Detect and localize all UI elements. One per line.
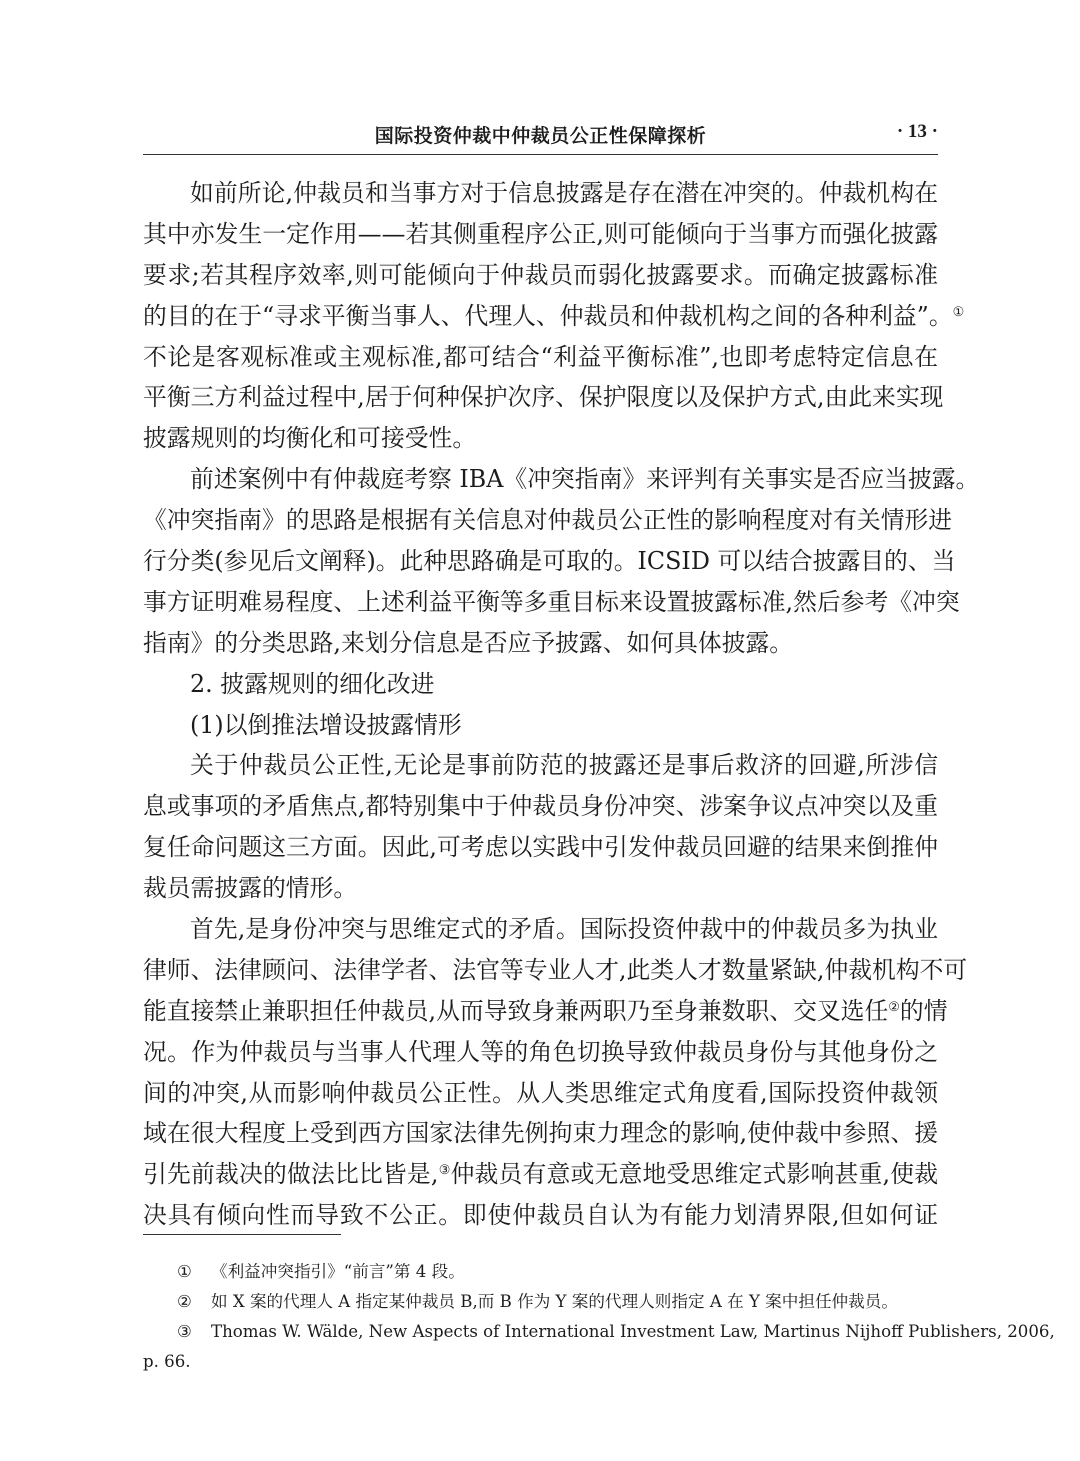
section-heading: 2. 披露规则的细化改进 [190, 669, 435, 698]
text-line: 事方证明难易程度、上述利益平衡等多重目标来设置披露标准,然后参考《冲突 [143, 587, 960, 616]
footnote-ref[interactable]: ① [952, 304, 965, 320]
footnote-mark: ① [177, 1262, 192, 1281]
footnote-text: 《利益冲突指引》“前言”第 4 段。 [211, 1262, 465, 1281]
text-line: 行分类(参见后文阐释)。此种思路确是可取的。ICSID 可以结合披露目的、当 [143, 547, 956, 576]
footnote-text: 如 X 案的代理人 A 指定某仲裁员 B,而 B 作为 Y 案的代理人则指定 A 在 Y 案中担任仲裁员。 [211, 1292, 898, 1311]
text-line: 要求;若其程序效率,则可能倾向于仲裁员而弱化披露要求。而确定披露标准 [143, 260, 938, 289]
body-text [143, 173, 980, 1236]
text-line: 关于仲裁员公正性,无论是事前防范的披露还是事后救济的回避,所涉信 [190, 751, 938, 780]
running-header [143, 118, 938, 155]
footnote [143, 1287, 938, 1317]
text-line: 息或事项的矛盾焦点,都特别集中于仲裁员身份冲突、涉案争议点冲突以及重 [143, 792, 938, 821]
footnote-mark: ③ [177, 1322, 192, 1341]
text-line: 指南》的分类思路,来划分信息是否应予披露、如何具体披露。 [143, 628, 794, 657]
subsection-heading: (1)以倒推法增设披露情形 [190, 710, 462, 739]
running-title: 国际投资仲裁中仲裁员公正性保障探析 [374, 125, 707, 147]
text-line: 披露规则的均衡化和可接受性。 [143, 424, 477, 453]
text-line: 能直接禁止兼职担任仲裁员,从而导致身兼两职乃至身兼数职、交叉选任②的情 [143, 996, 948, 1025]
text-line: 律师、法律顾问、法律学者、法官等专业人才,此类人才数量紧缺,仲裁机构不可 [143, 955, 968, 984]
footnote [143, 1317, 1055, 1347]
footnote-ref[interactable]: ② [888, 999, 900, 1015]
text-line: 的目的在于“寻求平衡当事人、代理人、仲裁员和仲裁机构之间的各种利益”。① [143, 301, 965, 330]
text-line: 首先,是身份冲突与思维定式的矛盾。国际投资仲裁中的仲裁员多为执业 [190, 915, 938, 944]
text-line: 《冲突指南》的思路是根据有关信息对仲裁员公正性的影响程度对有关情形进 [143, 506, 953, 535]
footnote-text: Thomas W. Wälde, New Aspects of International Investment Law, Martinus Nijhoff Publishers, 2006, [211, 1322, 1055, 1341]
text-line: 前述案例中有仲裁庭考察 IBA《冲突指南》来评判有关事实是否应当披露。 [190, 465, 980, 494]
footnotes [143, 1257, 1055, 1377]
text-line: 其中亦发生一定作用——若其侧重程序公正,则可能倾向于当事方而强化披露 [143, 219, 938, 248]
text-line: 间的冲突,从而影响仲裁员公正性。从人类思维定式角度看,国际投资仲裁领 [143, 1078, 938, 1107]
text-line: 况。作为仲裁员与当事人代理人等的角色切换导致仲裁员身份与其他身份之 [143, 1037, 938, 1066]
text-line: 不论是客观标准或主观标准,都可结合“利益平衡标准”,也即考虑特定信息在 [143, 342, 938, 371]
text-line: 平衡三方利益过程中,居于何种保护次序、保护限度以及保护方式,由此来实现 [143, 383, 944, 412]
footnote [143, 1257, 938, 1287]
footnote-ref[interactable]: ③ [438, 1163, 451, 1179]
text-line: 裁员需披露的情形。 [143, 874, 358, 903]
text-line: 复任命问题这三方面。因此,可考虑以实践中引发仲裁员回避的结果来倒推仲 [143, 833, 938, 862]
text-line: 如前所论,仲裁员和当事方对于信息披露是存在潜在冲突的。仲裁机构在 [190, 179, 938, 207]
text-line: 域在很大程度上受到西方国家法律先例拘束力理念的影响,使仲裁中参照、援 [143, 1119, 938, 1148]
text-line: 引先前裁决的做法比比皆是,③仲裁员有意或无意地受思维定式影响甚重,使裁 [143, 1160, 938, 1189]
footnote-mark: ② [177, 1292, 192, 1311]
footnote-continuation: p. 66. [143, 1352, 191, 1371]
page-number: · 13 · [896, 121, 938, 142]
text-line: 决具有倾向性而导致不公正。即使仲裁员自认为有能力划清界限,但如何证 [143, 1201, 938, 1230]
footnote-separator [143, 1234, 341, 1235]
